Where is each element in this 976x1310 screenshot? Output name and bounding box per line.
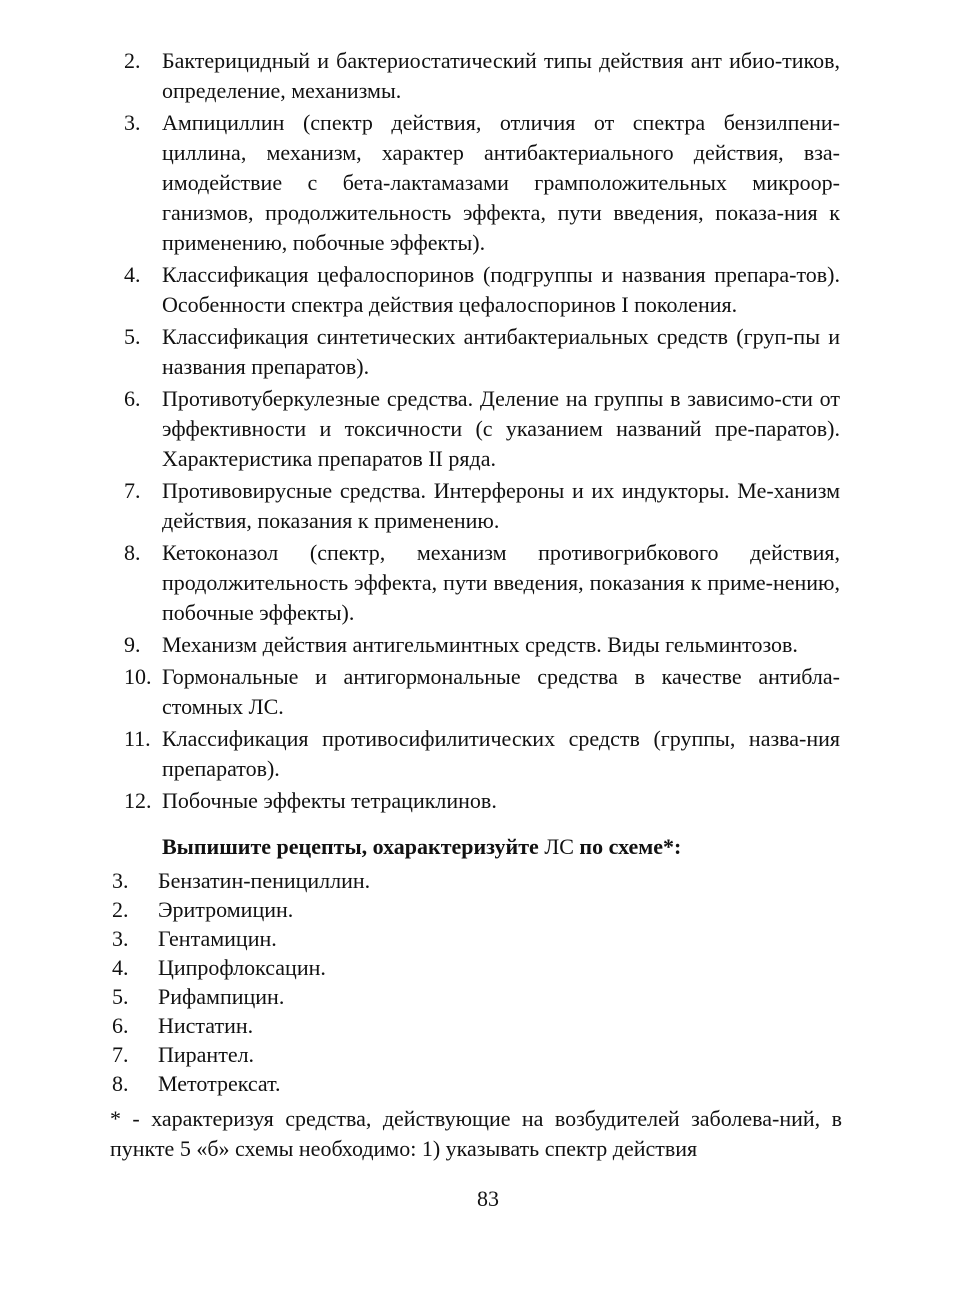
list-item-text: Механизм действия антигельминтных средств. Виды гельминтозов. — [162, 632, 798, 657]
list-item — [118, 630, 840, 660]
list-item-text: Метотрексат. — [158, 1071, 281, 1096]
list-item — [112, 1069, 370, 1098]
list-item-number: 9. — [124, 632, 141, 657]
list-item-text: Кетоконазол (спектр, механизм противогрибкового действия, продолжительность эффекта, пути введения, показания к приме-нению, побочные эффекты). — [162, 540, 840, 625]
list-item-text: Гормональные и антигормональные средства в качестве антибла-стомных ЛС. — [162, 664, 840, 719]
list-item — [118, 46, 840, 106]
list-item-number: 6. — [112, 1013, 129, 1038]
list-item — [118, 538, 840, 628]
list-item-text: Ципрофлоксацин. — [158, 955, 326, 980]
list-item-number: 8. — [124, 540, 141, 565]
list-item-number: 2. — [124, 48, 141, 73]
list-item-number: 7. — [124, 478, 141, 503]
heading-bold-part-a: Выпишите рецепты, охарактеризуйте — [162, 834, 539, 859]
list-item — [118, 384, 840, 474]
footnote: * - характеризуя средства, действующие на возбудителей заболева-ний, в пункте 5 «б» схемы необходимо: 1) указывать спектр действия — [110, 1106, 842, 1161]
list-item-number: 3. — [112, 868, 129, 893]
list-item — [112, 895, 370, 924]
list-item-text: Классификация противосифилитических средств (группы, назва-ния препаратов). — [162, 726, 840, 781]
list-item-text: Гентамицин. — [158, 926, 277, 951]
list-item — [112, 1040, 370, 1069]
list-item — [118, 476, 840, 536]
list-item-text: Классификация синтетических антибактериальных средств (груп-пы и названия препаратов). — [162, 324, 840, 379]
list-item-number: 12. — [124, 788, 152, 813]
list-item-number: 4. — [112, 955, 129, 980]
list-item-text: Классификация цефалоспоринов (подгруппы и названия препара-тов). Особенности спектра действия цефалоспоринов I поколения. — [162, 262, 840, 317]
list-item-number: 11. — [124, 726, 151, 751]
list-item-number: 7. — [112, 1042, 129, 1067]
page-number: 83 — [477, 1186, 499, 1211]
list-item-text: Противотуберкулезные средства. Деление на группы в зависимо-сти от эффективности и токсичности (с указанием названий пре-паратов). Характеристика препаратов II ряда. — [162, 386, 840, 471]
list-item-number: 2. — [112, 897, 129, 922]
prescription-list — [112, 866, 370, 1098]
list-item-text: Бактерицидный и бактериостатический типы действия ант ибио-тиков, определение, механизмы. — [162, 48, 840, 103]
list-item — [118, 786, 840, 816]
list-item-number: 4. — [124, 262, 141, 287]
list-item — [112, 1011, 370, 1040]
list-item — [112, 866, 370, 895]
list-item — [118, 260, 840, 320]
list-item — [112, 982, 370, 1011]
list-item-number: 3. — [112, 926, 129, 951]
heading-plain-part: ЛС — [544, 834, 574, 859]
list-item — [112, 953, 370, 982]
list-item-number: 6. — [124, 386, 141, 411]
list-item-text: Ампициллин (спектр действия, отличия от спектра бензилпени-циллина, механизм, характер антибактериального действия, вза-имодействие с бета-лактамазами грамположительных микроор-ганизмов, продолжительность эффекта, пути введения, показа-ния к применению, побочные эффекты). — [162, 110, 840, 255]
list-item-text: Противовирусные средства. Интерфероны и их индукторы. Ме-ханизм действия, показания к применению. — [162, 478, 840, 533]
list-item-text: Пирантел. — [158, 1042, 255, 1067]
list-item — [112, 924, 370, 953]
list-item-text: Побочные эффекты тетрациклинов. — [162, 788, 497, 813]
list-item — [118, 322, 840, 382]
list-item-text: Бензатин-пенициллин. — [158, 868, 371, 893]
list-item-number: 5. — [112, 984, 129, 1009]
heading-bold-part-b: по схеме*: — [579, 834, 682, 859]
list-item — [118, 108, 840, 258]
list-item-text: Нистатин. — [158, 1013, 254, 1038]
list-item-number: 8. — [112, 1071, 129, 1096]
prescriptions-heading — [162, 832, 681, 862]
question-list — [118, 46, 840, 818]
list-item-text: Эритромицин. — [158, 897, 294, 922]
list-item-number: 5. — [124, 324, 141, 349]
list-item-text: Рифампицин. — [158, 984, 285, 1009]
list-item-number: 10. — [124, 664, 152, 689]
list-item-number: 3. — [124, 110, 141, 135]
list-item — [118, 724, 840, 784]
list-item — [118, 662, 840, 722]
